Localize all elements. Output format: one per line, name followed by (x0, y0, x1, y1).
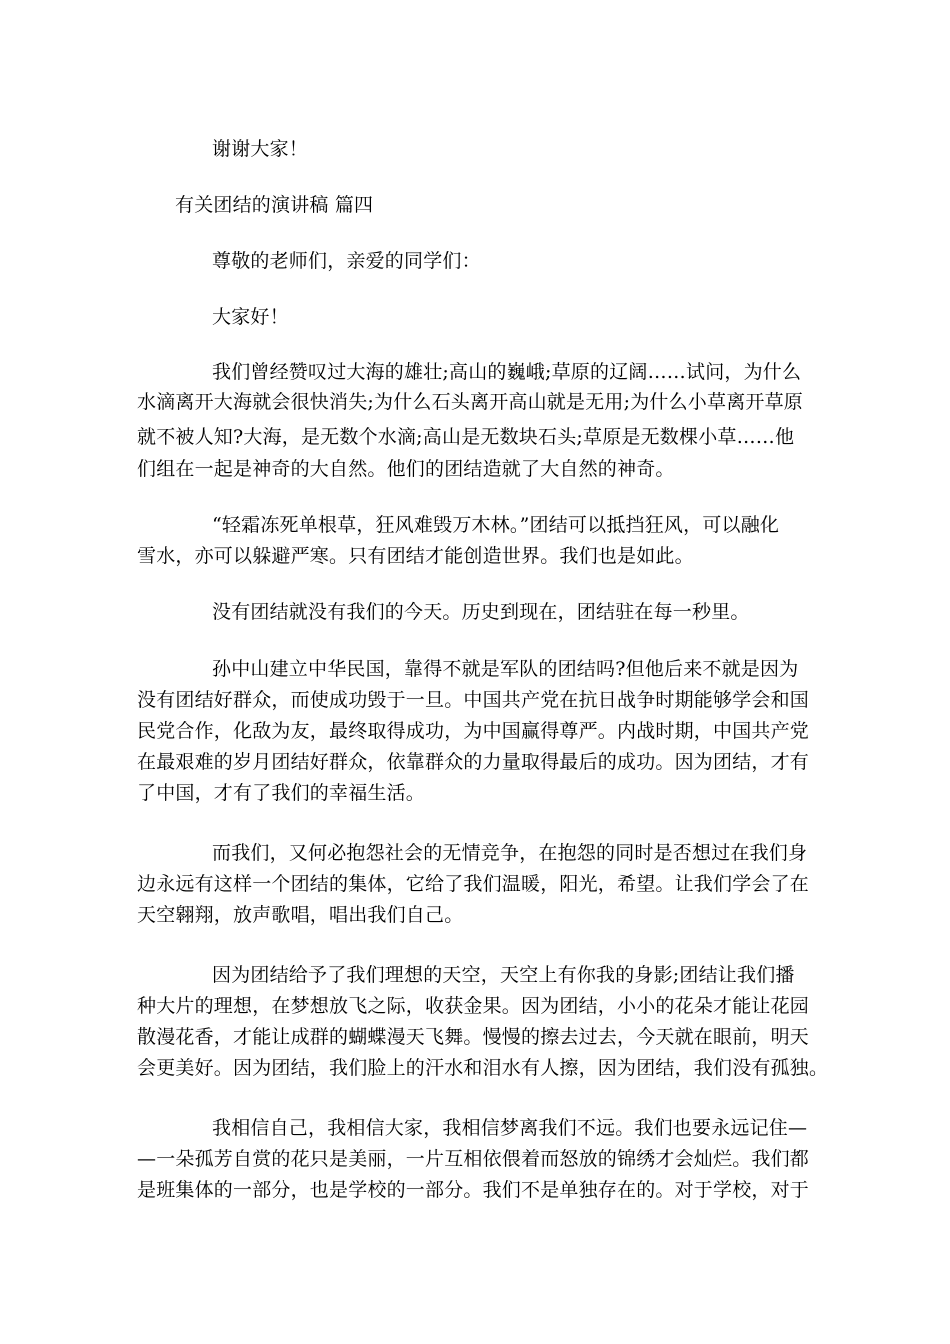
greeting-line: 大家好！ (212, 306, 289, 328)
paragraph-line: 就不被人知?大海，是无数个水滴;高山是无数块石头;草原是无数棵小草……他 (137, 426, 795, 448)
paragraph-line: 天空翱翔，放声歌唱，唱出我们自己。 (137, 904, 464, 926)
section-title: 有关团结的演讲稿 篇四 (175, 194, 374, 216)
paragraph-line: 在最艰难的岁月团结好群众，依靠群众的力量取得最后的成功。因为团结，才有 (137, 751, 810, 773)
paragraph-line: 种大片的理想，在梦想放飞之际，收获金果。因为团结，小小的花朵才能让花园 (137, 995, 810, 1017)
salutation-line: 尊敬的老师们，亲爱的同学们： (212, 250, 481, 272)
paragraph-line: 会更美好。因为团结，我们脸上的汗水和泪水有人擦，因为团结，我们没有孤独。 (137, 1057, 829, 1079)
paragraph-line: 孙中山建立中华民国，靠得不就是军队的团结吗?但他后来不就是因为 (212, 658, 799, 680)
paragraph-line: 散漫花香，才能让成群的蝴蝶漫天飞舞。慢慢的擦去过去，今天就在眼前，明天 (137, 1026, 810, 1048)
paragraph-line: 因为团结给予了我们理想的天空，天空上有你我的身影;团结让我们播 (212, 964, 795, 986)
closing-line: 谢谢大家！ (212, 138, 309, 160)
paragraph-line: “轻霜冻死单根草，狂风难毁万木林。”团结可以抵挡狂风，可以融化 (212, 514, 780, 536)
paragraph-line: 我相信自己，我相信大家，我相信梦离我们不远。我们也要永远记住— (212, 1117, 808, 1139)
paragraph-line: 了中国，才有了我们的幸福生活。 (137, 782, 426, 804)
paragraph-line: 我们曾经赞叹过大海的雄壮;高山的巍峨;草原的辽阔……试问，为什么 (212, 361, 802, 383)
paragraph-line: 而我们，又何必抱怨社会的无情竞争，在抱怨的同时是否想过在我们身 (212, 842, 808, 864)
paragraph-line: 是班集体的一部分，也是学校的一部分。我们不是单独存在的。对于学校，对于 (137, 1179, 810, 1201)
paragraph-line: 民党合作，化敌为友，最终取得成功，为中国赢得尊严。内战时期，中国共产党 (137, 720, 810, 742)
paragraph-line: —一朵孤芳自赏的花只是美丽，一片互相依偎着而怒放的锦绣才会灿烂。我们都 (137, 1148, 810, 1170)
paragraph-line: 边永远有这样一个团结的集体，它给了我们温暖，阳光，希望。让我们学会了在 (137, 873, 810, 895)
paragraph-line: 没有团结就没有我们的今天。历史到现在，团结驻在每一秒里。 (212, 601, 750, 623)
paragraph-line: 水滴离开大海就会很快消失;为什么石头离开高山就是无用;为什么小草离开草原 (137, 391, 804, 413)
paragraph-line: 们组在一起是神奇的大自然。他们的团结造就了大自然的神奇。 (137, 458, 675, 480)
paragraph-line: 没有团结好群众，而使成功毁于一旦。中国共产党在抗日战争时期能够学会和国 (137, 689, 810, 711)
paragraph-line: 雪水，亦可以躲避严寒。只有团结才能创造世界。我们也是如此。 (137, 545, 694, 567)
